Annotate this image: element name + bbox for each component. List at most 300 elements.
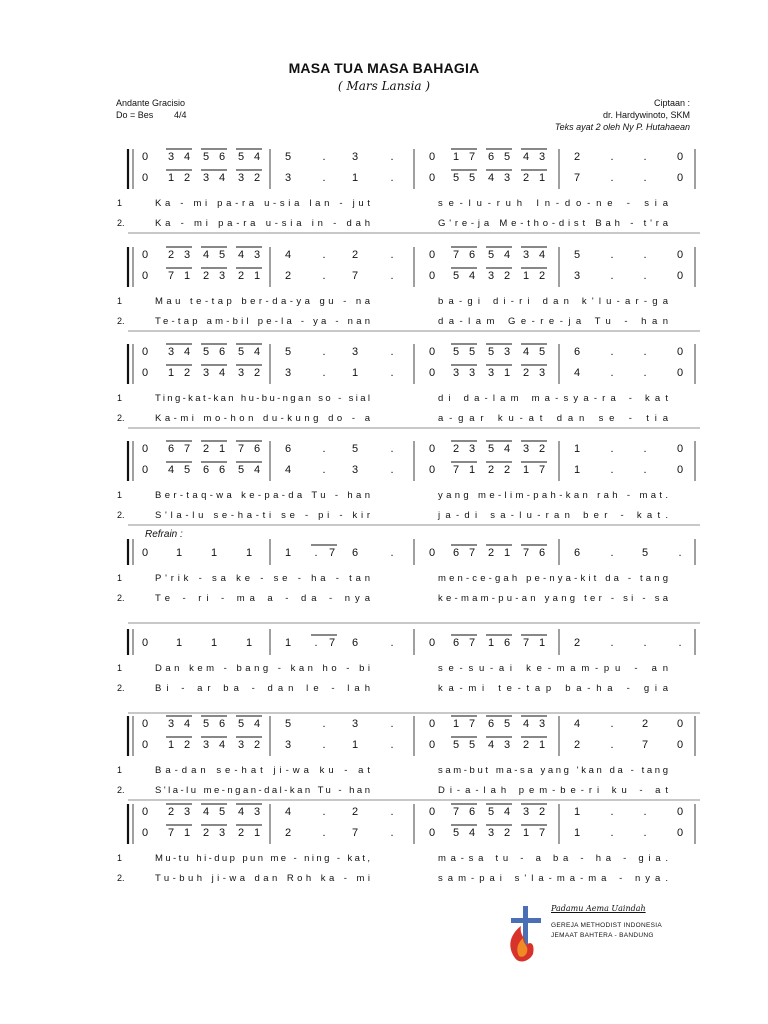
note: 5 bbox=[237, 464, 245, 476]
note: 1 bbox=[245, 637, 253, 649]
note: 6 bbox=[167, 443, 175, 455]
score-system-graphic bbox=[0, 243, 768, 333]
note: 0 bbox=[428, 637, 436, 649]
score-system-graphic bbox=[0, 712, 768, 802]
note: 3 bbox=[522, 806, 530, 818]
note: 0 bbox=[428, 367, 436, 379]
dot-hold: . bbox=[390, 827, 394, 839]
note: 5 bbox=[452, 827, 460, 839]
composer-name: dr. Hardywinoto, SKM bbox=[602, 110, 690, 120]
note: 4 bbox=[522, 346, 530, 358]
note: 3 bbox=[468, 367, 476, 379]
lyric-line: Ka - mi pa-ra u-sia lan - jut bbox=[155, 198, 370, 209]
note: 7 bbox=[468, 151, 476, 163]
note: 0 bbox=[428, 151, 436, 163]
note: 2 bbox=[183, 367, 191, 379]
lyric-line: se-su-ai ke-mam-pu - an bbox=[438, 663, 668, 674]
note: 2 bbox=[538, 806, 546, 818]
note: 3 bbox=[351, 718, 359, 730]
note: 2 bbox=[503, 270, 511, 282]
note: 2 bbox=[167, 249, 175, 261]
note: 6 bbox=[468, 249, 476, 261]
key-signature: Do = Bes bbox=[116, 110, 154, 120]
dot-hold: . bbox=[390, 151, 394, 163]
note: 4 bbox=[183, 718, 191, 730]
note: 4 bbox=[503, 249, 511, 261]
note: 1 bbox=[210, 637, 218, 649]
dot-hold: . bbox=[322, 346, 326, 358]
note: 7 bbox=[183, 443, 191, 455]
note: 5 bbox=[202, 346, 210, 358]
dot-hold: . bbox=[610, 270, 614, 282]
note: 2 bbox=[573, 637, 581, 649]
note: 5 bbox=[641, 547, 649, 559]
dot-hold: . bbox=[390, 637, 394, 649]
note: 5 bbox=[452, 270, 460, 282]
note: 3 bbox=[351, 464, 359, 476]
lyric-line: a-gar ku-at dan se - tia bbox=[438, 413, 668, 424]
note: 4 bbox=[202, 249, 210, 261]
note: 4 bbox=[503, 806, 511, 818]
tempo-marking: Andante Gracisio bbox=[116, 98, 186, 108]
note: 4 bbox=[253, 151, 261, 163]
note: 2 bbox=[253, 367, 261, 379]
song-subtitle: ( Mars Lansia ) bbox=[337, 79, 431, 93]
note: 0 bbox=[428, 827, 436, 839]
dot-hold: . bbox=[390, 249, 394, 261]
note: 2 bbox=[522, 367, 530, 379]
note: 2 bbox=[237, 270, 245, 282]
note: 0 bbox=[141, 827, 149, 839]
verse-number: 1 bbox=[117, 296, 123, 306]
dot-hold: . bbox=[322, 151, 326, 163]
note: 0 bbox=[676, 806, 684, 818]
note: 6 bbox=[573, 346, 581, 358]
note: 0 bbox=[428, 806, 436, 818]
note: 4 bbox=[503, 443, 511, 455]
credits-label: Ciptaan : bbox=[653, 98, 690, 108]
note: 3 bbox=[452, 367, 460, 379]
note: 5 bbox=[468, 346, 476, 358]
note: 6 bbox=[573, 547, 581, 559]
note: 5 bbox=[218, 806, 226, 818]
note: 3 bbox=[237, 739, 245, 751]
note: 2 bbox=[202, 827, 210, 839]
note: 0 bbox=[141, 443, 149, 455]
note: 6 bbox=[351, 637, 359, 649]
note: 5 bbox=[237, 151, 245, 163]
dot-hold: . bbox=[322, 367, 326, 379]
verse-number: 2. bbox=[117, 873, 125, 883]
dot-hold: . bbox=[643, 443, 647, 455]
lyric-line: se-lu-ruh In-do-ne - sia bbox=[438, 198, 668, 209]
dot-hold: . bbox=[610, 249, 614, 261]
note: 5 bbox=[573, 249, 581, 261]
note: 6 bbox=[218, 151, 226, 163]
note: 0 bbox=[141, 270, 149, 282]
dot-hold: . bbox=[643, 464, 647, 476]
note: 0 bbox=[141, 739, 149, 751]
lyric-line: ja-di sa-lu-ran ber - kat. bbox=[438, 510, 668, 521]
note: 4 bbox=[253, 464, 261, 476]
note: 4 bbox=[284, 806, 292, 818]
note: 6 bbox=[284, 443, 292, 455]
score-system-graphic bbox=[0, 529, 768, 625]
note: 0 bbox=[428, 443, 436, 455]
dot-hold: . bbox=[390, 739, 394, 751]
note: 3 bbox=[284, 739, 292, 751]
note: 7 bbox=[468, 637, 476, 649]
lyric-line: ka-mi te-tap ba-ha - gia bbox=[438, 683, 668, 694]
verse-number: 1 bbox=[117, 765, 123, 775]
note: 6 bbox=[538, 547, 546, 559]
note: 1 bbox=[573, 464, 581, 476]
lyric-line: di da-lam ma-sya-ra - kat bbox=[438, 393, 668, 404]
note: 6 bbox=[503, 637, 511, 649]
note: 0 bbox=[141, 718, 149, 730]
note: 2 bbox=[641, 718, 649, 730]
dot-hold: . bbox=[322, 464, 326, 476]
lyric-line: S'la-lu se-ha-ti se - pi - kir bbox=[155, 510, 371, 521]
note: 6 bbox=[218, 346, 226, 358]
note: 3 bbox=[167, 346, 175, 358]
verse-number: 1 bbox=[117, 393, 123, 403]
verse-number: 2. bbox=[117, 510, 125, 520]
note: 6 bbox=[351, 547, 359, 559]
verse-number: 2. bbox=[117, 593, 125, 603]
note: 2 bbox=[253, 739, 261, 751]
note: 2 bbox=[284, 270, 292, 282]
dot-hold: . bbox=[610, 637, 614, 649]
verse-number: 2. bbox=[117, 683, 125, 693]
score-system bbox=[0, 145, 768, 235]
note: 2 bbox=[202, 270, 210, 282]
refrain-label: Refrain : bbox=[145, 529, 183, 540]
note: 3 bbox=[237, 172, 245, 184]
note: 2 bbox=[253, 172, 261, 184]
note: 0 bbox=[676, 346, 684, 358]
note: 1 bbox=[573, 443, 581, 455]
note: 1 bbox=[175, 637, 183, 649]
note: 4 bbox=[218, 739, 226, 751]
verse-number: 2. bbox=[117, 316, 125, 326]
note: 0 bbox=[676, 464, 684, 476]
note: 0 bbox=[141, 806, 149, 818]
lyric-line: Mu-tu hi-dup pun me - ning - kat, bbox=[155, 853, 370, 864]
note: 7 bbox=[468, 718, 476, 730]
note: 3 bbox=[183, 806, 191, 818]
note: 0 bbox=[141, 151, 149, 163]
note: 7 bbox=[522, 547, 530, 559]
note: 7 bbox=[573, 172, 581, 184]
score-system bbox=[0, 712, 768, 802]
lyric-line: Ting-kat-kan hu-bu-ngan so - sial bbox=[155, 393, 370, 404]
dot-hold: . bbox=[678, 547, 682, 559]
note: 1 bbox=[538, 739, 546, 751]
dot-hold: . bbox=[322, 249, 326, 261]
note: 0 bbox=[428, 718, 436, 730]
note: 1 bbox=[573, 806, 581, 818]
note: 3 bbox=[237, 367, 245, 379]
dot-hold: . bbox=[643, 270, 647, 282]
dot-hold: . bbox=[322, 739, 326, 751]
time-signature: 4/4 bbox=[174, 110, 187, 120]
score-system-graphic bbox=[0, 625, 768, 715]
note: 3 bbox=[202, 172, 210, 184]
note: 0 bbox=[676, 151, 684, 163]
lyric-line: Te-tap am-bil pe-la - ya - nan bbox=[155, 316, 370, 327]
note: 3 bbox=[487, 827, 495, 839]
note: 7 bbox=[641, 739, 649, 751]
note: 5 bbox=[351, 443, 359, 455]
note: 3 bbox=[538, 151, 546, 163]
note: 5 bbox=[487, 806, 495, 818]
note: 0 bbox=[428, 172, 436, 184]
note: 6 bbox=[452, 547, 460, 559]
note: 0 bbox=[428, 270, 436, 282]
lyric-line: yang me-lim-pah-kan rah - mat. bbox=[438, 490, 668, 501]
dot-hold: . bbox=[390, 718, 394, 730]
note: 5 bbox=[468, 739, 476, 751]
note: 1 bbox=[538, 172, 546, 184]
note: 2 bbox=[487, 547, 495, 559]
note: 0 bbox=[428, 464, 436, 476]
lyric-line: men-ce-gah pe-nya-kit da - tang bbox=[438, 573, 668, 584]
lyric-line: Te - ri - ma a - da - nya bbox=[155, 593, 370, 604]
dot-hold: . bbox=[643, 172, 647, 184]
note: 5 bbox=[202, 151, 210, 163]
note: 2 bbox=[452, 443, 460, 455]
note: 2 bbox=[183, 172, 191, 184]
note: 4 bbox=[487, 172, 495, 184]
note: 6 bbox=[487, 151, 495, 163]
note: 6 bbox=[218, 464, 226, 476]
note: 3 bbox=[218, 827, 226, 839]
note: 6 bbox=[253, 443, 261, 455]
note: 2 bbox=[202, 443, 210, 455]
note: 1 bbox=[487, 637, 495, 649]
note: 2 bbox=[522, 739, 530, 751]
note: 4 bbox=[284, 249, 292, 261]
note: 4 bbox=[237, 806, 245, 818]
note: 1 bbox=[351, 367, 359, 379]
note: 7 bbox=[538, 464, 546, 476]
note: 1 bbox=[183, 827, 191, 839]
note: 6 bbox=[218, 718, 226, 730]
note: 2 bbox=[351, 249, 359, 261]
note: 0 bbox=[676, 827, 684, 839]
dot-hold: . bbox=[322, 172, 326, 184]
lyric-line: Di-a-lah pem-be-ri ku - at bbox=[438, 785, 668, 796]
dot-hold: . bbox=[610, 806, 614, 818]
note: 4 bbox=[284, 464, 292, 476]
verse-number: 1 bbox=[117, 198, 123, 208]
church-name: GEREJA METHODIST INDONESIA bbox=[551, 922, 662, 929]
note: 7 bbox=[452, 806, 460, 818]
lyric-line: Tu-buh ji-wa dan Roh ka - mi bbox=[155, 873, 370, 884]
note: 4 bbox=[253, 718, 261, 730]
note: 4 bbox=[468, 270, 476, 282]
note: 3 bbox=[202, 367, 210, 379]
song-title: MASA TUA MASA BAHAGIA bbox=[288, 60, 480, 76]
note: 4 bbox=[538, 249, 546, 261]
note: 0 bbox=[428, 739, 436, 751]
note: 6 bbox=[202, 464, 210, 476]
lyric-line: Ba-dan se-hat ji-wa ku - at bbox=[155, 765, 370, 776]
note: 2 bbox=[522, 172, 530, 184]
dot-hold: . bbox=[390, 346, 394, 358]
dot-hold: . bbox=[643, 637, 647, 649]
dot-hold: . bbox=[322, 806, 326, 818]
note: 3 bbox=[202, 739, 210, 751]
note: 7 bbox=[351, 270, 359, 282]
note: 1 bbox=[468, 464, 476, 476]
note: 4 bbox=[573, 718, 581, 730]
note: 4 bbox=[522, 718, 530, 730]
lyric-line: Ber-taq-wa ke-pa-da Tu - han bbox=[155, 490, 370, 501]
lyric-line: Mau te-tap ber-da-ya gu - na bbox=[155, 296, 370, 307]
note: 3 bbox=[167, 151, 175, 163]
note: 0 bbox=[676, 443, 684, 455]
note: 1 bbox=[351, 172, 359, 184]
note: 1 bbox=[452, 151, 460, 163]
dot-hold: . bbox=[610, 547, 614, 559]
note: 5 bbox=[284, 346, 292, 358]
note: 5 bbox=[218, 249, 226, 261]
note: 3 bbox=[468, 443, 476, 455]
dot-hold: . bbox=[322, 270, 326, 282]
note: 1 bbox=[167, 367, 175, 379]
note: 3 bbox=[503, 346, 511, 358]
note: 1 bbox=[538, 637, 546, 649]
lyric-line: Bi - ar ba - dan le - lah bbox=[155, 683, 370, 694]
score-system-graphic bbox=[0, 437, 768, 527]
note: 0 bbox=[141, 637, 149, 649]
note: 2 bbox=[573, 739, 581, 751]
note: 1 bbox=[522, 464, 530, 476]
note: 4 bbox=[218, 172, 226, 184]
dot-hold: . bbox=[610, 464, 614, 476]
score-system bbox=[0, 800, 768, 890]
note: 4 bbox=[237, 249, 245, 261]
note: . bbox=[314, 547, 318, 559]
note: 1 bbox=[503, 367, 511, 379]
note: 5 bbox=[284, 151, 292, 163]
note: 1 bbox=[522, 270, 530, 282]
note: 2 bbox=[167, 806, 175, 818]
lyric-line: da-lam Ge-re-ja Tu - han bbox=[438, 316, 668, 327]
note: 0 bbox=[141, 346, 149, 358]
note: 5 bbox=[487, 249, 495, 261]
lyric-line: ba-gi di-ri dan k'lu-ar-ga bbox=[438, 296, 668, 307]
note: 2 bbox=[183, 739, 191, 751]
dot-hold: . bbox=[643, 151, 647, 163]
score-system bbox=[0, 437, 768, 527]
note: 5 bbox=[237, 718, 245, 730]
note: 7 bbox=[452, 249, 460, 261]
note: 7 bbox=[237, 443, 245, 455]
dot-hold: . bbox=[390, 547, 394, 559]
note: 0 bbox=[676, 718, 684, 730]
note: 0 bbox=[428, 547, 436, 559]
note: 2 bbox=[487, 464, 495, 476]
lyric-line: sam-pai s'la-ma-ma - nya. bbox=[438, 873, 668, 884]
note: 4 bbox=[218, 367, 226, 379]
score-system bbox=[0, 529, 768, 625]
note: 2 bbox=[503, 827, 511, 839]
note: 0 bbox=[141, 172, 149, 184]
note: 4 bbox=[573, 367, 581, 379]
score-system bbox=[0, 625, 768, 715]
note: 3 bbox=[351, 346, 359, 358]
note: 4 bbox=[183, 151, 191, 163]
note: 3 bbox=[351, 151, 359, 163]
note: 5 bbox=[487, 346, 495, 358]
note: 1 bbox=[284, 547, 292, 559]
note: 3 bbox=[253, 249, 261, 261]
note: 1 bbox=[245, 547, 253, 559]
note: . bbox=[314, 637, 318, 649]
lyric-line: ma-sa tu - a ba - ha - gia. bbox=[438, 853, 668, 864]
verse-number: 1 bbox=[117, 663, 123, 673]
note: 5 bbox=[538, 346, 546, 358]
note: 3 bbox=[573, 270, 581, 282]
note: 3 bbox=[167, 718, 175, 730]
note: 4 bbox=[487, 739, 495, 751]
note: 6 bbox=[468, 806, 476, 818]
note: 7 bbox=[351, 827, 359, 839]
church-branch: JEMAAT BAHTERA - BANDUNG bbox=[551, 932, 654, 939]
note: 3 bbox=[522, 249, 530, 261]
dot-hold: . bbox=[610, 718, 614, 730]
dot-hold: . bbox=[390, 806, 394, 818]
dot-hold: . bbox=[610, 443, 614, 455]
note: 7 bbox=[167, 827, 175, 839]
note: 7 bbox=[538, 827, 546, 839]
dot-hold: . bbox=[643, 346, 647, 358]
note: 2 bbox=[351, 806, 359, 818]
note: 4 bbox=[202, 806, 210, 818]
note: 1 bbox=[351, 739, 359, 751]
note: 3 bbox=[503, 172, 511, 184]
dot-hold: . bbox=[678, 637, 682, 649]
note: 3 bbox=[522, 443, 530, 455]
note: 1 bbox=[573, 827, 581, 839]
dot-hold: . bbox=[610, 151, 614, 163]
note: 0 bbox=[141, 367, 149, 379]
dot-hold: . bbox=[322, 827, 326, 839]
note: 7 bbox=[167, 270, 175, 282]
note: 0 bbox=[676, 249, 684, 261]
lyricist-credit: Teks ayat 2 oleh Ny P. Hutahaean bbox=[554, 122, 690, 132]
dot-hold: . bbox=[643, 827, 647, 839]
note: 0 bbox=[141, 547, 149, 559]
note: 1 bbox=[167, 172, 175, 184]
note: 5 bbox=[284, 718, 292, 730]
dot-hold: . bbox=[643, 367, 647, 379]
note: 1 bbox=[210, 547, 218, 559]
lyric-line: Ka-mi mo-hon du-kung do - a bbox=[155, 413, 370, 424]
note: 3 bbox=[183, 249, 191, 261]
dot-hold: . bbox=[610, 367, 614, 379]
note: 0 bbox=[428, 346, 436, 358]
note: 5 bbox=[487, 443, 495, 455]
note: 0 bbox=[676, 172, 684, 184]
logo-tagline: Padamu Aema Uaindah bbox=[551, 904, 646, 913]
note: 1 bbox=[452, 718, 460, 730]
note: 1 bbox=[183, 270, 191, 282]
dot-hold: . bbox=[610, 172, 614, 184]
